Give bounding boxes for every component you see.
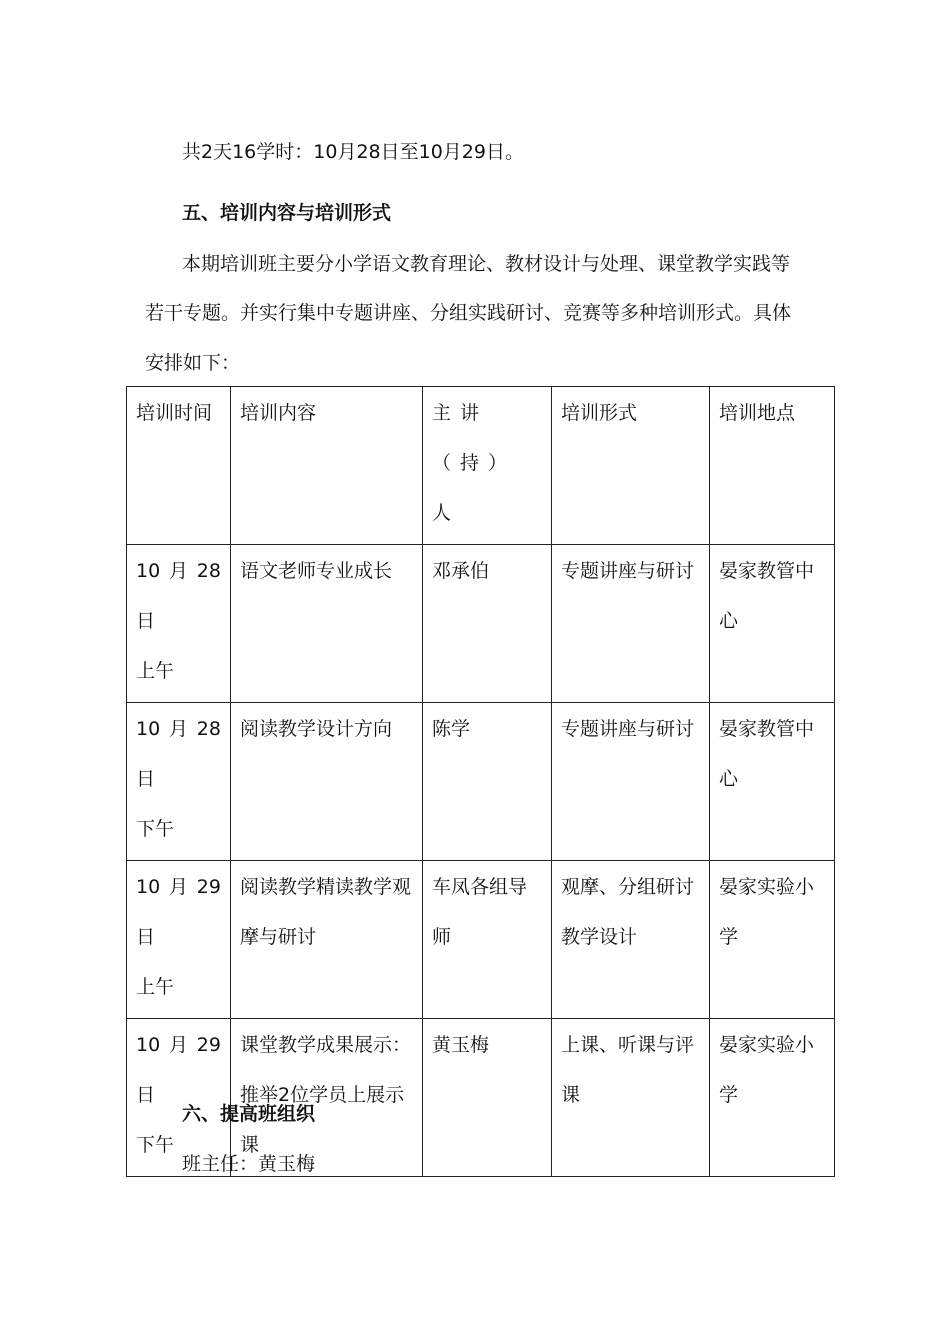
table-row <box>127 545 835 703</box>
row-speaker: 车凤各组导师 <box>423 861 552 1019</box>
section5-paragraph-line2: 若干专题。并实行集中专题讲座、分组实践研讨、竞赛等多种培训形式。具体 <box>145 302 792 324</box>
row-place: 晏家教管中心 <box>710 703 835 861</box>
header-content: 培训内容 <box>231 387 423 545</box>
section5-paragraph-line3: 安排如下： <box>145 352 241 374</box>
header-place: 培训地点 <box>710 387 835 545</box>
row-content: 课堂教学成果展示：推举2位学员上展示课 <box>231 1019 423 1177</box>
head-teacher-line: 班主任：黄玉梅 <box>182 1153 316 1175</box>
row-place: 晏家实验小学 <box>710 861 835 1019</box>
header-time: 培训时间 <box>127 387 231 545</box>
row-date: 10 月 28 日 下午 <box>127 703 231 861</box>
row-form: 观摩、分组研讨教学设计 <box>552 861 710 1019</box>
row-form: 专题讲座与研讨 <box>552 545 710 703</box>
row-date: 10 月 29 日 下午 <box>127 1019 231 1177</box>
intro-line: 共2天16学时：10月28日至10月29日。 <box>182 141 524 163</box>
row-form: 专题讲座与研讨 <box>552 703 710 861</box>
row-speaker: 陈学 <box>423 703 552 861</box>
row-speaker: 邓承伯 <box>423 545 552 703</box>
row-content: 阅读教学精读教学观摩与研讨 <box>231 861 423 1019</box>
row-place: 晏家教管中心 <box>710 545 835 703</box>
row-place: 晏家实验小学 <box>710 1019 835 1177</box>
row-date: 10 月 29 日 上午 <box>127 861 231 1019</box>
header-form: 培训形式 <box>552 387 710 545</box>
section6-heading: 六、提高班组织 <box>182 1103 316 1125</box>
row-content: 阅读教学设计方向 <box>231 703 423 861</box>
row-date: 10 月 28 日 上午 <box>127 545 231 703</box>
header-speaker: 主讲（持）人 <box>423 387 552 545</box>
row-form: 上课、听课与评课 <box>552 1019 710 1177</box>
row-speaker: 黄玉梅 <box>423 1019 552 1177</box>
table-header-row <box>127 387 835 545</box>
row-content: 语文老师专业成长 <box>231 545 423 703</box>
table-row <box>127 703 835 861</box>
table-row <box>127 861 835 1019</box>
training-schedule-table <box>126 386 835 1177</box>
section5-paragraph-line1: 本期培训班主要分小学语文教育理论、教材设计与处理、课堂教学实践等 <box>182 253 791 275</box>
section5-heading: 五、培训内容与培训形式 <box>182 202 392 224</box>
